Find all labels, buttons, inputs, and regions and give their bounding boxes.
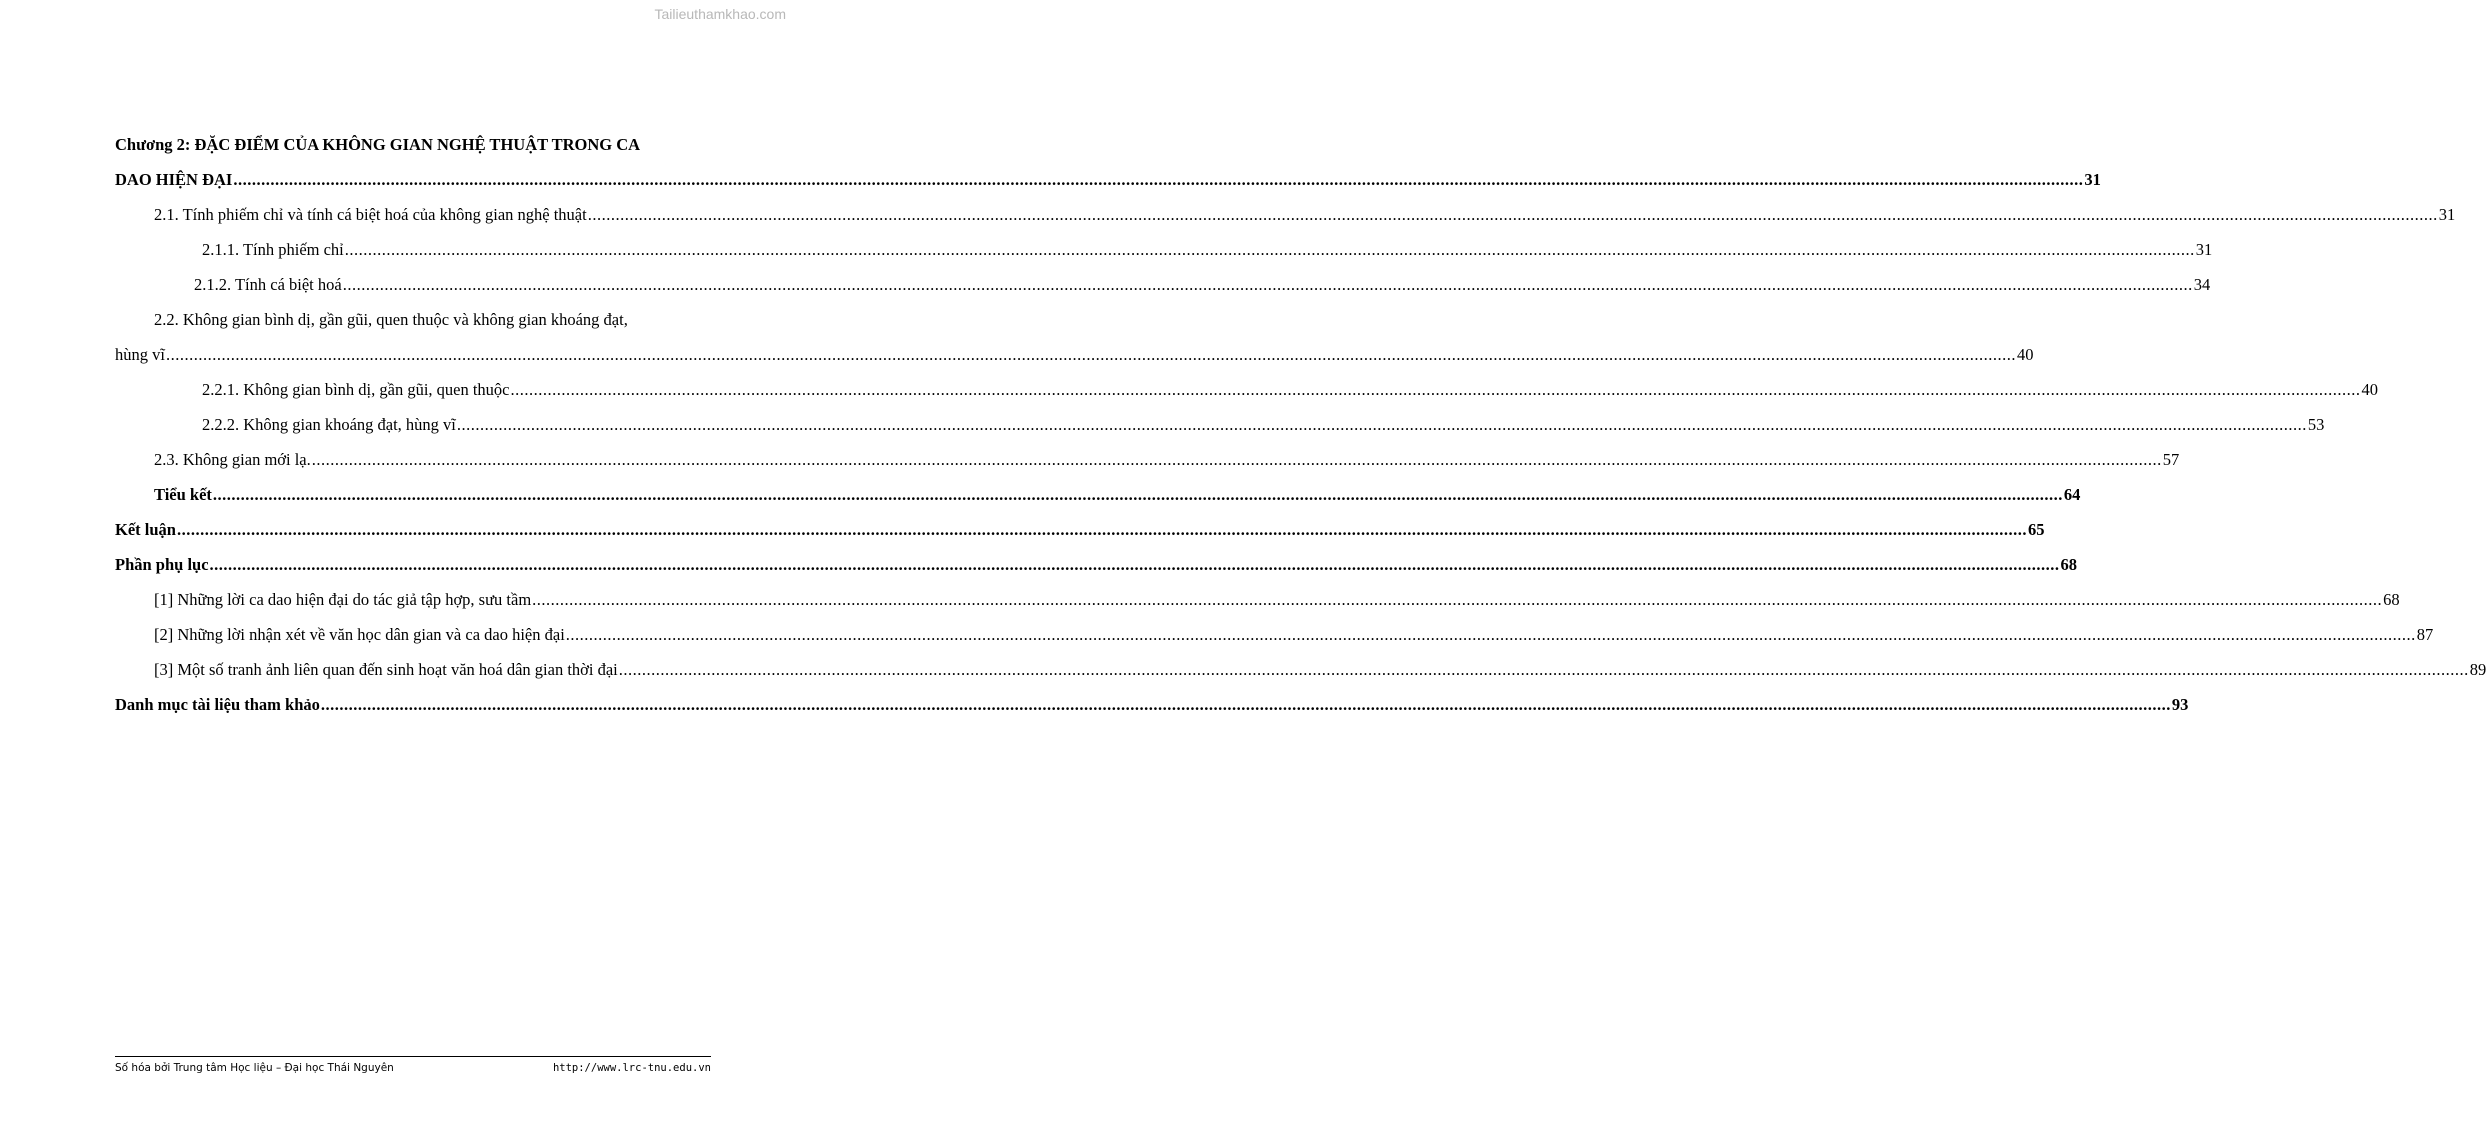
watermark: Tailieuthamkhao.com [654,6,786,22]
toc-dot-leader: ................................................................................................................................................................................................................................................................................................................................................................................................................ [456,415,2307,434]
toc-page-number: 93 [2171,695,2189,714]
toc-page-number: 89 [2469,660,2486,679]
toc-entry[interactable] [115,617,2434,652]
toc-dot-leader: ................................................................................................................................................................................................................................................................................................................................................................................................................ [618,660,2469,679]
toc-page-number: 87 [2416,625,2434,644]
footer-url[interactable]: http://www.lrc-tnu.edu.vn [552,1062,711,1074]
toc-entry-title: Chương 2: ĐẶC ĐIỂM CỦA KHÔNG GIAN NGHỆ THUẬT TRONG CA [115,135,641,154]
table-of-contents [115,127,2486,722]
toc-page-number: 31 [2084,170,2101,189]
toc-entry-title: Tiểu kết [154,485,212,504]
toc-page-number: 53 [2307,415,2325,434]
toc-entry[interactable] [115,197,2456,232]
toc-entry[interactable] [115,547,2078,582]
toc-entry-title: 2.3. Không gian mới lạ. [154,450,311,469]
toc-entry[interactable] [115,302,738,337]
toc-dot-leader: ................................................................................................................................................................................................................................................................................................................................................................................................................ [342,275,2193,294]
toc-entry-title: 2.1.1. Tính phiếm chỉ [202,240,344,259]
toc-entry-title: 2.1. Tính phiếm chỉ và tính cá biệt hoá của không gian nghệ thuật [154,205,587,224]
toc-entry[interactable] [115,477,2081,512]
toc-entry-title: 2.2. Không gian bình dị, gần gũi, quen thuộc và không gian khoáng đạt, [154,310,628,329]
toc-dot-leader: ................................................................................................................................................................................................................................................................................................................................................................................................................ [510,380,2361,399]
toc-dot-leader: ................................................................................................................................................................................................................................................................................................................................................................................................................ [209,555,2060,574]
toc-page-number: 57 [2162,450,2180,469]
toc-entry[interactable] [115,652,2486,687]
toc-entry[interactable] [115,512,2045,547]
toc-page-number: 64 [2063,485,2081,504]
toc-page-number: 40 [2016,345,2034,364]
toc-page-number: 40 [2361,380,2379,399]
toc-dot-leader: ................................................................................................................................................................................................................................................................................................................................................................................................................ [320,695,2171,714]
toc-dot-leader: ................................................................................................................................................................................................................................................................................................................................................................................................................ [165,345,2016,364]
toc-page-number: 31 [2438,205,2456,224]
toc-entry[interactable] [115,162,2101,197]
toc-entry[interactable] [115,267,2211,302]
toc-entry-title: 2.1.2. Tính cá biệt hoá [194,275,342,294]
toc-entry-title: DAO HIỆN ĐẠI [115,170,233,189]
page-footer [115,1056,711,1074]
toc-entry-title: Kết luận [115,520,176,539]
toc-page-number: 34 [2193,275,2211,294]
toc-entry[interactable] [115,582,2400,617]
toc-entry[interactable] [115,232,2213,267]
toc-entry[interactable] [115,687,2189,722]
toc-dot-leader: ................................................................................................................................................................................................................................................................................................................................................................................................................ [532,590,2383,609]
toc-page-number: 65 [2027,520,2045,539]
toc-dot-leader: ................................................................................................................................................................................................................................................................................................................................................................................................................ [311,450,2162,469]
toc-dot-leader: ................................................................................................................................................................................................................................................................................................................................................................................................................ [587,205,2438,224]
toc-entry[interactable] [115,337,2034,372]
toc-entry-title: Danh mục tài liệu tham khảo [115,695,320,714]
toc-dot-leader: ................................................................................................................................................................................................................................................................................................................................................................................................................ [565,625,2416,644]
toc-entry-title: hùng vĩ [115,345,165,364]
toc-entry[interactable] [115,372,2379,407]
toc-dot-leader: ................................................................................................................................................................................................................................................................................................................................................................................................................ [233,170,2084,189]
toc-entry-title: [2] Những lời nhận xét về văn học dân gian và ca dao hiện đại [154,625,565,644]
toc-entry-title: Phần phụ lục [115,555,209,574]
toc-entry-title: [3] Một số tranh ảnh liên quan đến sinh hoạt văn hoá dân gian thời đại [154,660,618,679]
toc-entry-title: 2.2.2. Không gian khoáng đạt, hùng vĩ [202,415,456,434]
toc-entry[interactable] [115,442,2180,477]
toc-entry[interactable] [115,407,2325,442]
toc-dot-leader: ................................................................................................................................................................................................................................................................................................................................................................................................................ [212,485,2063,504]
toc-entry-title: [1] Những lời ca dao hiện đại do tác giả tập hợp, sưu tầm [154,590,532,609]
toc-page-number: 68 [2060,555,2078,574]
toc-dot-leader: ................................................................................................................................................................................................................................................................................................................................................................................................................ [176,520,2027,539]
toc-entry[interactable] [115,127,738,162]
footer-source: Số hóa bởi Trung tâm Học liệu – Đại học Thái Nguyên [115,1062,394,1074]
toc-dot-leader: ................................................................................................................................................................................................................................................................................................................................................................................................................ [344,240,2195,259]
toc-page-number: 31 [2195,240,2213,259]
toc-entry-title: 2.2.1. Không gian bình dị, gần gũi, quen thuộc [202,380,510,399]
toc-page-number: 68 [2383,590,2400,609]
